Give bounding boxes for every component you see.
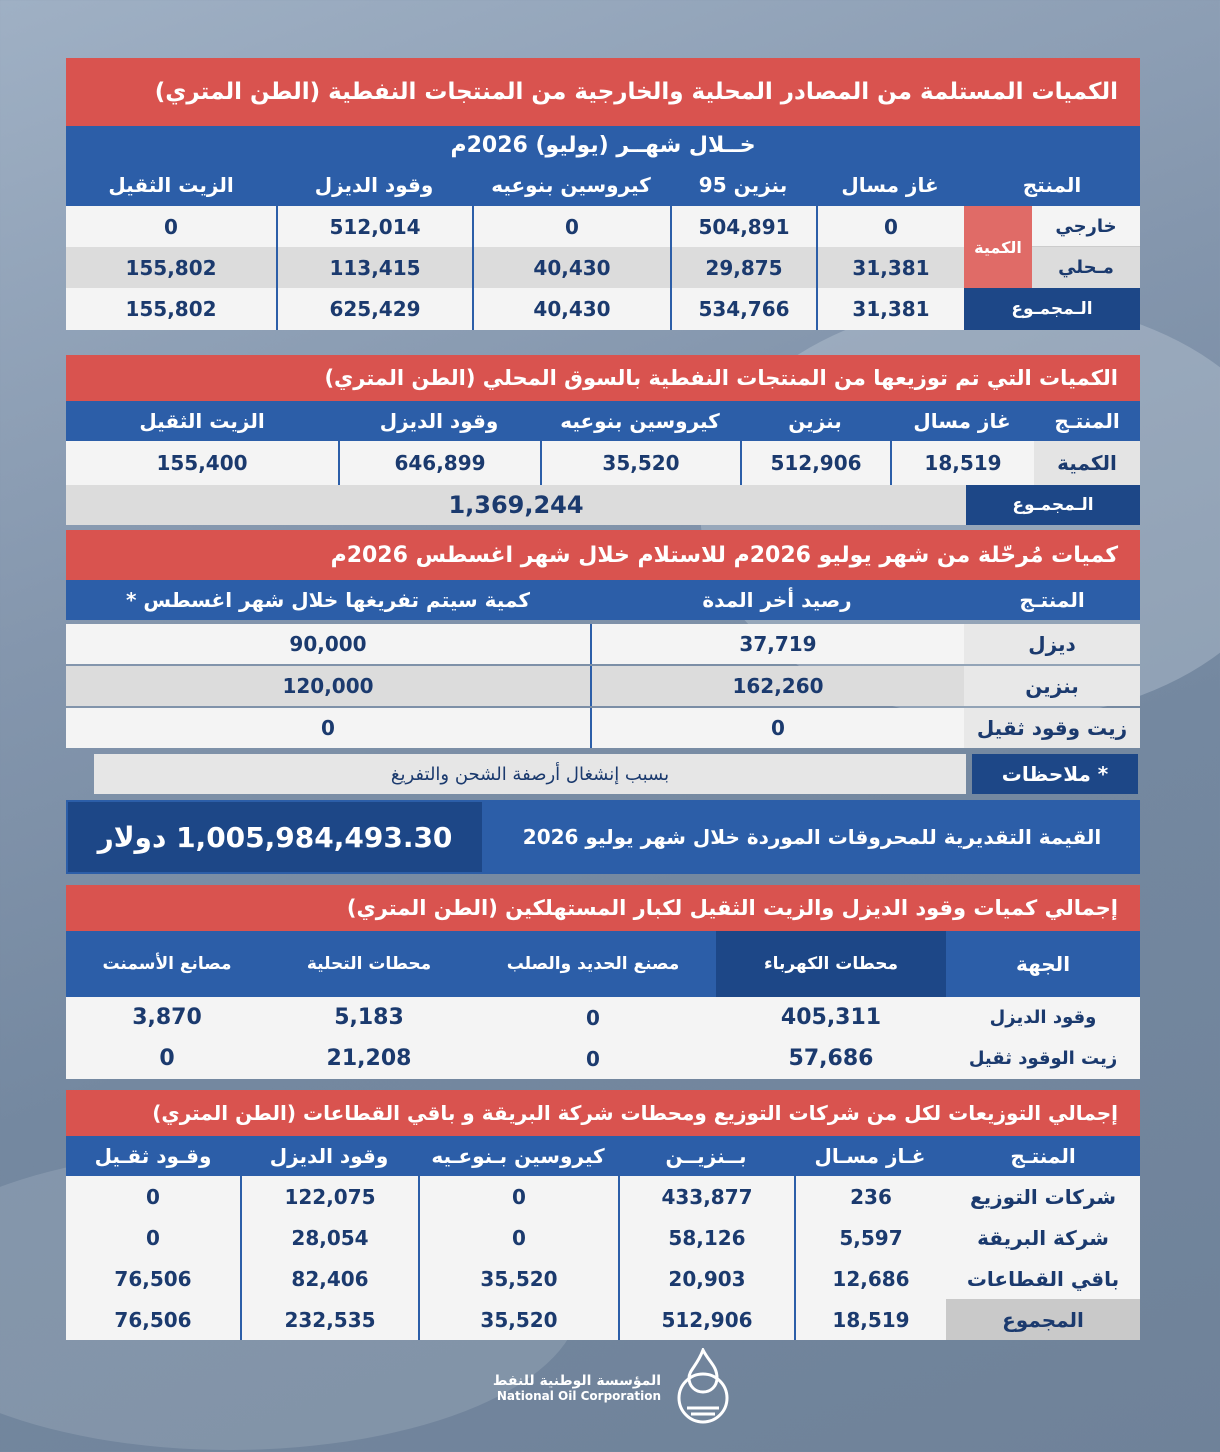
value-cell: 0 bbox=[418, 1217, 618, 1258]
value-cell: 433,877 bbox=[618, 1176, 794, 1217]
section-carried-over bbox=[66, 530, 1140, 794]
value-cell: 646,899 bbox=[338, 441, 540, 485]
value-cell: 405,311 bbox=[780, 1005, 882, 1030]
total-cell: 76,506 bbox=[66, 1299, 240, 1340]
section-title: إجمالي كميات وقود الديزل والزيت الثقيل لكبار المستهلكين (الطن المتري) bbox=[66, 885, 1140, 931]
section-title: الكميات التي تم توزيعها من المنتجات النفطية بالسوق المحلي (الطن المتري) bbox=[66, 355, 1140, 401]
section-distributions bbox=[66, 1090, 1140, 1340]
col-header: بــنزيــن bbox=[665, 1144, 747, 1168]
value-cell: 40,430 bbox=[472, 247, 670, 288]
col-header: غاز مسال bbox=[913, 409, 1011, 433]
col-header: المنتج bbox=[1022, 173, 1082, 197]
col-header: وقود الديزل bbox=[314, 173, 434, 197]
col-header: كيروسين بـنوعـيه bbox=[431, 1144, 605, 1168]
section-title: كميات مُرحّلة من شهر يوليو 2026م للاستلام خلال شهر اغسطس 2026م bbox=[66, 530, 1140, 580]
value-cell: 3,870 bbox=[132, 1005, 202, 1030]
value-cell: 18,519 bbox=[890, 441, 1034, 485]
col-header: مصنع الحديد والصلب bbox=[506, 954, 680, 974]
col-header: كيروسين بنوعيه bbox=[491, 173, 651, 197]
qty-label: الكمية bbox=[1034, 441, 1140, 485]
value-cell: 31,381 bbox=[816, 247, 964, 288]
value-cell: 5,183 bbox=[334, 1005, 404, 1030]
value-cell: 76,506 bbox=[114, 1266, 192, 1291]
value-cell: 35,520 bbox=[540, 441, 740, 485]
total-cell: 35,520 bbox=[418, 1299, 618, 1340]
section-received bbox=[66, 58, 1140, 330]
row-label: زيت الوقود ثقيل bbox=[968, 1048, 1118, 1069]
col-header: المنتـج bbox=[1054, 409, 1120, 433]
col-header: محطات الكهرباء bbox=[716, 931, 946, 997]
value-cell: 57,686 bbox=[788, 1046, 874, 1071]
col-header: المنتـج bbox=[1019, 588, 1085, 612]
col-header: بنزين bbox=[788, 409, 842, 433]
total-cell: 232,535 bbox=[240, 1299, 418, 1340]
notes-text: بسبب إنشغال أرصفة الشحن والتفريغ bbox=[94, 754, 966, 794]
section-title: إجمالي التوزيعات لكل من شركات التوزيع ومحطات شركة البريقة و باقي القطاعات (الطن المتري) bbox=[66, 1090, 1140, 1136]
value-cell: 82,406 bbox=[240, 1258, 418, 1299]
value-cell: 0 bbox=[146, 1184, 160, 1209]
section-big-consumers bbox=[66, 885, 1140, 1079]
value-cell: 0 bbox=[146, 1225, 160, 1250]
value-cell: 0 bbox=[586, 1005, 600, 1030]
value-cell: 120,000 bbox=[282, 674, 374, 698]
row-label: شركة البريقة bbox=[977, 1225, 1109, 1250]
col-header: كمية سيتم تفريغها خلال شهر اغسطس * bbox=[126, 588, 530, 612]
row-label: بنزين bbox=[964, 666, 1140, 706]
total-label: الـمجمـوع bbox=[964, 288, 1140, 330]
col-header: وقـود ثقـيل bbox=[94, 1144, 212, 1168]
row-label: شركات التوزيع bbox=[969, 1184, 1117, 1209]
total-value: 1,369,244 bbox=[66, 485, 966, 525]
qty-label: الكمية bbox=[964, 206, 1032, 288]
total-cell: 625,429 bbox=[276, 288, 472, 330]
col-header: مصانع الأسمنت bbox=[102, 954, 232, 974]
value-cell: 0 bbox=[418, 1176, 618, 1217]
total-cell: 155,802 bbox=[125, 297, 217, 321]
value-cell: 90,000 bbox=[289, 632, 367, 656]
total-cell: 534,766 bbox=[670, 288, 816, 330]
value-cell: 0 bbox=[472, 206, 670, 247]
section-distributed bbox=[66, 355, 1140, 525]
row-label: وقود الديزل bbox=[989, 1007, 1097, 1028]
noc-logo bbox=[488, 1348, 738, 1428]
total-label: الـمجمـوع bbox=[966, 485, 1140, 525]
value-cell: 155,400 bbox=[156, 451, 248, 475]
logo-arabic-text: المؤسسة الوطنية للنفط bbox=[492, 1373, 662, 1389]
value-cell: 0 bbox=[586, 1046, 600, 1071]
total-cell: 40,430 bbox=[472, 288, 670, 330]
total-label: المجموع bbox=[946, 1299, 1140, 1340]
col-header: الجهة bbox=[1015, 952, 1071, 976]
value-cell: 113,415 bbox=[276, 247, 472, 288]
total-cell: 512,906 bbox=[618, 1299, 794, 1340]
value-cell: 512,906 bbox=[740, 441, 890, 485]
value-cell: 236 bbox=[794, 1176, 946, 1217]
col-header: الزيت الثقيل bbox=[108, 173, 234, 197]
col-header: المنتـج bbox=[1010, 1144, 1076, 1168]
period-label: خــلال شهــر (يوليو) 2026م bbox=[66, 126, 1140, 164]
value-cell: 0 bbox=[321, 716, 335, 740]
value-cell: 5,597 bbox=[794, 1217, 946, 1258]
logo-english-text: National Oil Corporation bbox=[496, 1389, 662, 1403]
total-cell: 18,519 bbox=[794, 1299, 946, 1340]
section-estimated-value bbox=[66, 800, 1140, 874]
value-cell: 58,126 bbox=[618, 1217, 794, 1258]
value-cell: 155,802 bbox=[125, 255, 217, 280]
col-header: رصيد أخر المدة bbox=[702, 588, 852, 612]
value-cell: 37,719 bbox=[590, 624, 964, 664]
value-cell: 504,891 bbox=[670, 206, 816, 247]
col-header: غـاز مسـال bbox=[814, 1144, 926, 1168]
row-label: خارجي bbox=[1032, 206, 1140, 247]
value-cell: 28,054 bbox=[240, 1217, 418, 1258]
value-amount: 1,005,984,493.30 دولار bbox=[68, 802, 482, 872]
value-cell: 162,260 bbox=[590, 666, 964, 706]
section-title: الكميات المستلمة من المصادر المحلية والخارجية من المنتجات النفطية (الطن المتري) bbox=[66, 58, 1140, 126]
value-label: القيمة التقديرية للمحروقات الموردة خلال شهر يوليو 2026 bbox=[522, 825, 1102, 849]
value-cell: 0 bbox=[590, 708, 964, 748]
col-header: بنزين 95 bbox=[698, 173, 788, 197]
col-header: الزيت الثقيل bbox=[139, 409, 265, 433]
value-cell: 0 bbox=[164, 214, 178, 239]
col-header: كيروسين بنوعيه bbox=[560, 409, 720, 433]
value-cell: 512,014 bbox=[276, 206, 472, 247]
notes-label: * ملاحظات bbox=[972, 754, 1138, 794]
col-header: وقود الديزل bbox=[379, 409, 499, 433]
row-label: ديزل bbox=[964, 624, 1140, 664]
value-cell: 0 bbox=[159, 1046, 175, 1071]
value-cell: 122,075 bbox=[240, 1176, 418, 1217]
col-header: وقود الديزل bbox=[269, 1144, 389, 1168]
value-cell: 35,520 bbox=[418, 1258, 618, 1299]
row-label: باقي القطاعات bbox=[966, 1266, 1120, 1291]
total-cell: 31,381 bbox=[816, 288, 964, 330]
value-cell: 21,208 bbox=[326, 1046, 412, 1071]
value-cell: 29,875 bbox=[670, 247, 816, 288]
row-label: زيت وقود ثقيل bbox=[964, 708, 1140, 748]
value-cell: 12,686 bbox=[794, 1258, 946, 1299]
value-cell: 20,903 bbox=[618, 1258, 794, 1299]
col-header: غاز مسال bbox=[841, 173, 939, 197]
row-label: مـحلي bbox=[1032, 247, 1140, 288]
value-cell: 0 bbox=[816, 206, 964, 247]
flame-drop-logo-icon bbox=[673, 1348, 733, 1428]
col-header: محطات التحلية bbox=[306, 954, 432, 974]
